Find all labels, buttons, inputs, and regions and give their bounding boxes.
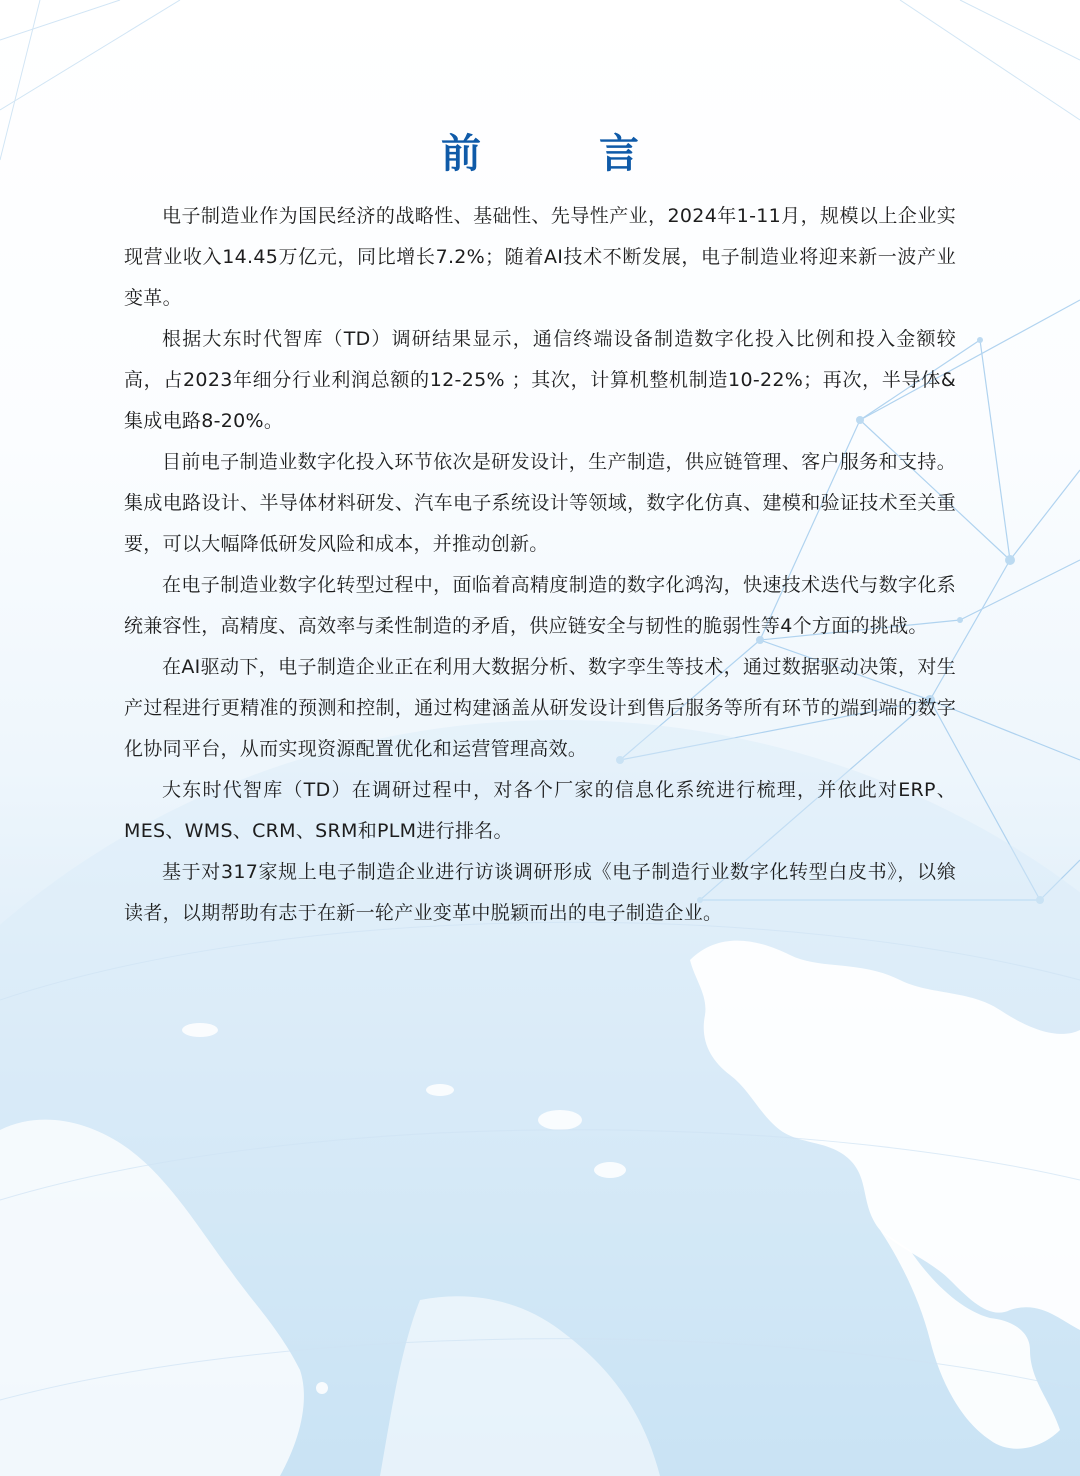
- paragraph-3: 目前电子制造业数字化投入环节依次是研发设计，生产制造，供应链管理、客户服务和支持。集成电路设计、半导体材料研发、汽车电子系统设计等领域，数字化仿真、建模和验证技术至关重要，可以大幅降低研发风险和成本，并推动创新。: [124, 451, 956, 555]
- paragraph-6: 大东时代智库（TD）在调研过程中，对各个厂家的信息化系统进行梳理，并依此对ERP、MES、WMS、CRM、SRM和PLM进行排名。: [124, 779, 956, 842]
- paragraph-5: 在AI驱动下，电子制造企业正在利用大数据分析、数字孪生等技术，通过数据驱动决策，对生产过程进行更精准的预测和控制，通过构建涵盖从研发设计到售后服务等所有环节的端到端的数字化协同平台，从而实现资源配置优化和运营管理高效。: [124, 656, 956, 760]
- paragraph-2: 根据大东时代智库（TD）调研结果显示，通信终端设备制造数字化投入比例和投入金额较高，占2023年细分行业利润总额的12-25% ；其次，计算机整机制造10-22%；再次，半导体&集成电路8-20%。: [124, 328, 956, 432]
- paragraph-7: 基于对317家规上电子制造企业进行访谈调研形成《电子制造行业数字化转型白皮书》，以飨读者，以期帮助有志于在新一轮产业变革中脱颖而出的电子制造企业。: [124, 861, 956, 924]
- preface-body: [124, 196, 956, 934]
- paragraph-1: 电子制造业作为国民经济的战略性、基础性、先导性产业，2024年1-11月，规模以上企业实现营业收入14.45万亿元，同比增长7.2%；随着AI技术不断发展，电子制造业将迎来新一波产业变革。: [124, 205, 956, 309]
- paragraph-4: 在电子制造业数字化转型过程中，面临着高精度制造的数字化鸿沟，快速技术迭代与数字化系统兼容性，高精度、高效率与柔性制造的矛盾，供应链安全与韧性的脆弱性等4个方面的挑战。: [124, 574, 956, 637]
- page-title: 前 言: [441, 131, 691, 177]
